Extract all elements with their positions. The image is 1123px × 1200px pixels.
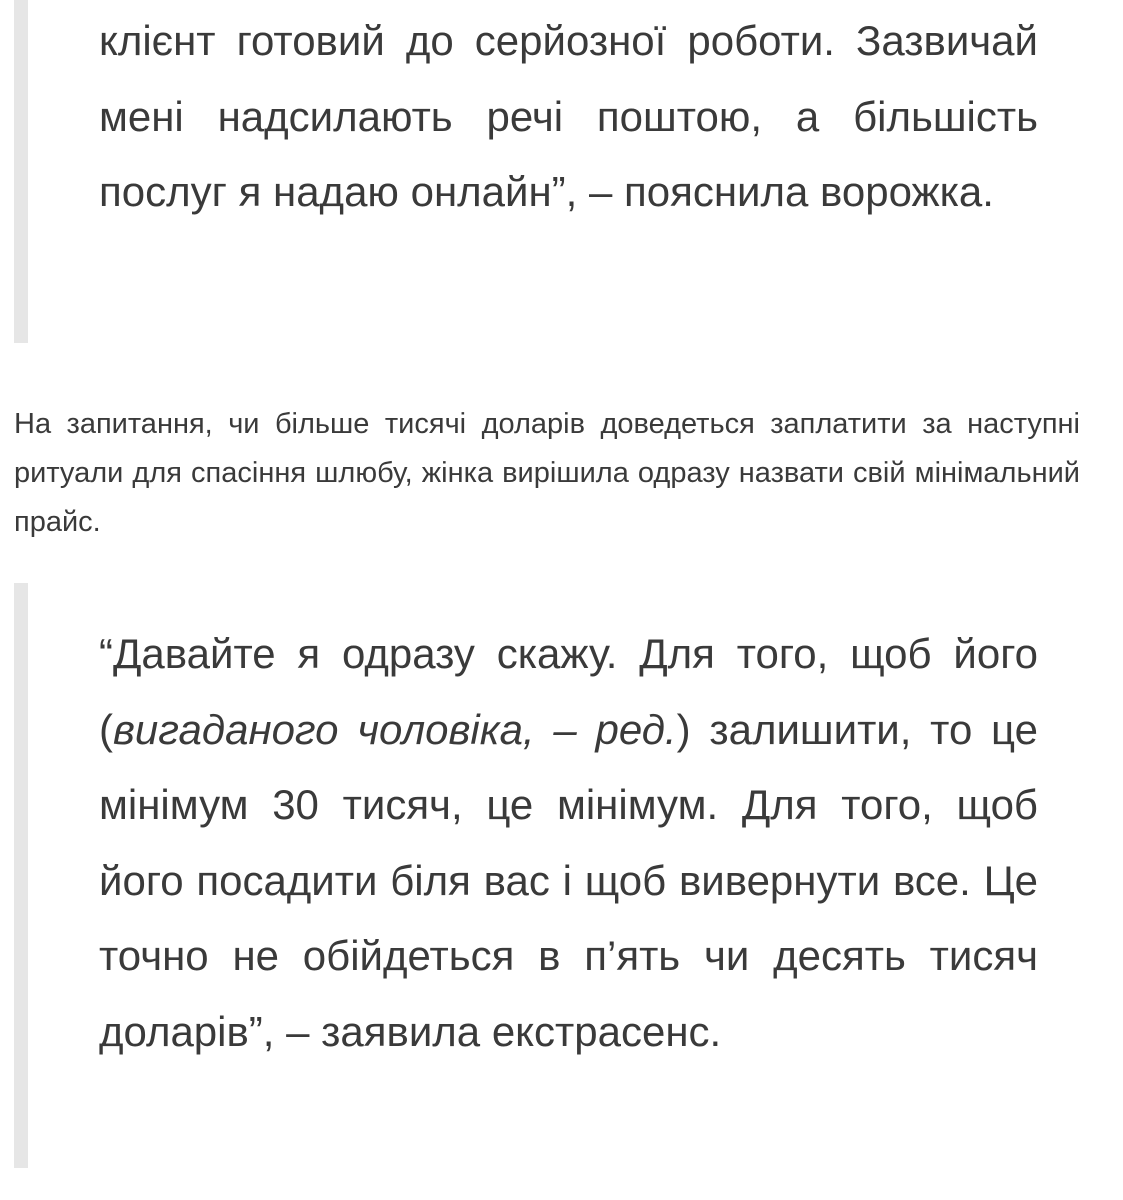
blockquote-2-part2: ) залишити, то це мінімум 30 тисяч, це мінімум. Для того, щоб його посадити біля вас і щоб вивернути все. Це точно не обійдеться в п’ять чи десять тисяч доларів”, – заявила екстрасенс. [99, 705, 1038, 1055]
article-paragraph: На запитання, чи більше тисячі доларів доведеться заплатити за наступні ритуали для спасіння шлюбу, жінка вирішила одразу назвати свій мінімальний прайс. [14, 408, 1080, 538]
blockquote-1-text: клієнт готовий до серйозної роботи. Зазвичай мені надсилають речі поштою, а більшість послуг я надаю онлайн”, – пояснила ворожка. [99, 17, 1038, 215]
blockquote-1 [14, 0, 1038, 343]
blockquote-2 [14, 583, 1038, 1168]
editor-note: вигаданого чоловіка, – ред. [113, 705, 677, 753]
blockquote-2-text [99, 616, 1038, 1069]
blockquote-2-part1: “Давайте я одразу скажу. Для того, щоб його ( [99, 630, 1038, 753]
